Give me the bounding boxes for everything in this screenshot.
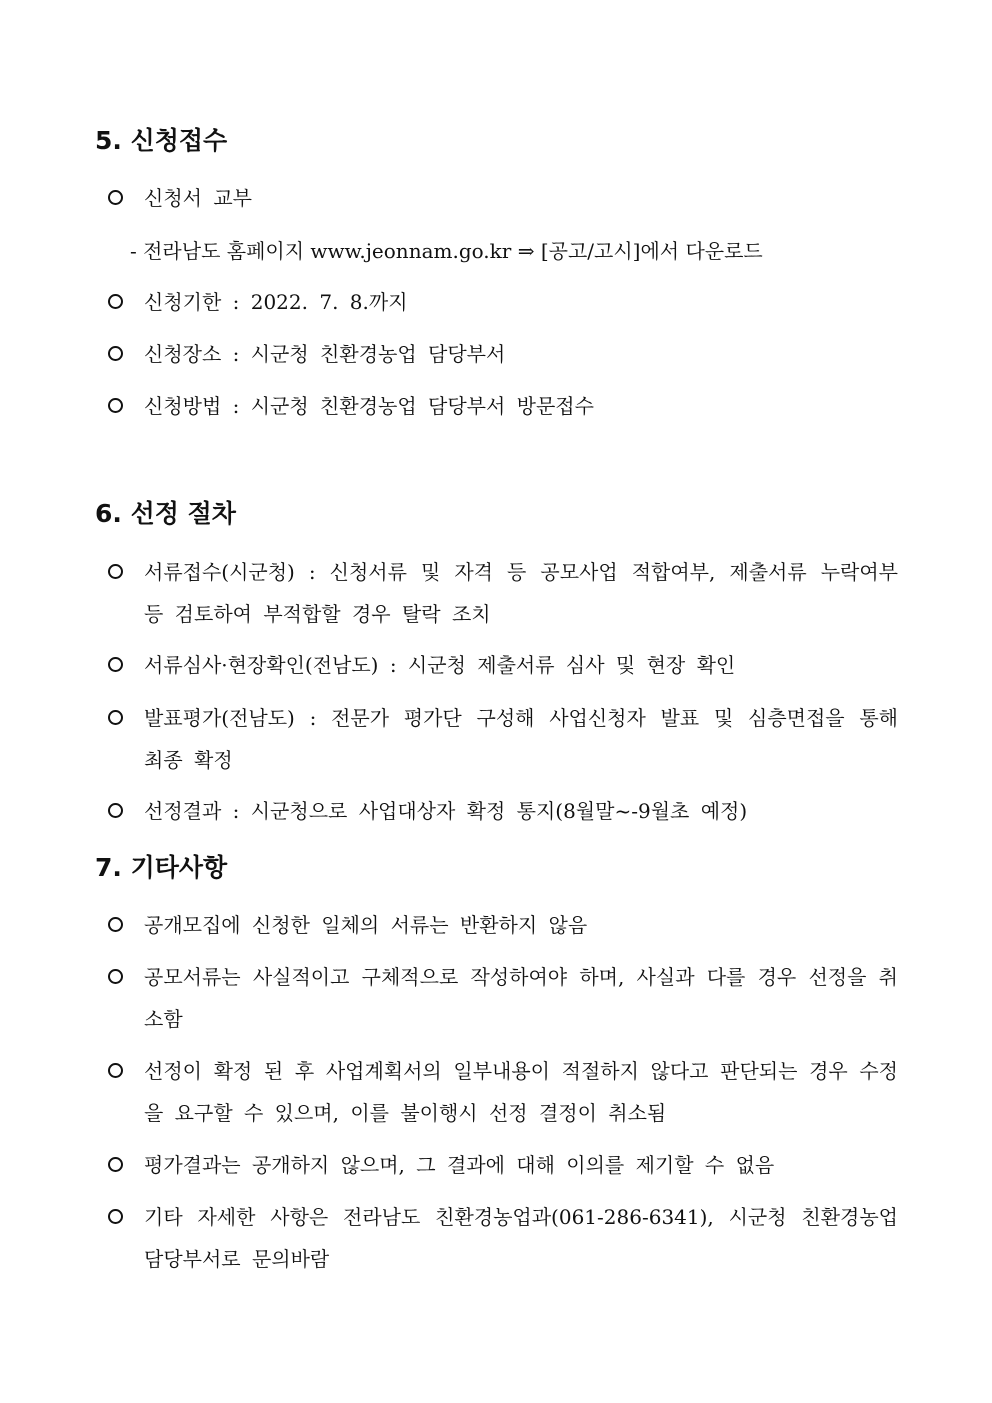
circle-bullet-icon xyxy=(108,346,123,361)
list-item-text: 공모서류는 사실적이고 구체적으로 작성하여야 하며, 사실과 다를 경우 선정을 취소함 xyxy=(144,965,898,1031)
list-item-text: 신청장소 : 시군청 친환경농업 담당부서 xyxy=(144,342,506,366)
list-item xyxy=(108,644,898,686)
list-item-text: 서류접수(시군청) : 신청서류 및 자격 등 공모사업 적합여부, 제출서류 누락여부 등 검토하여 부적합할 경우 탈락 조치 xyxy=(144,560,898,626)
sub-item-download: - 전라남도 홈페이지 www.jeonnam.go.kr ⇒ [공고/고시]에서 다운로드 xyxy=(130,239,763,263)
list-item xyxy=(108,385,898,427)
circle-bullet-icon xyxy=(108,657,123,672)
list-item-text: 평가결과는 공개하지 않으며, 그 결과에 대해 이의를 제기할 수 없음 xyxy=(144,1153,775,1177)
list-item-text: 신청서 교부 xyxy=(144,186,252,210)
list-item xyxy=(108,1050,898,1134)
list-item-text: 신청기한 : 2022. 7. 8.까지 xyxy=(144,290,408,314)
list-item xyxy=(108,177,898,219)
section-title-6: 6. 선정 절차 xyxy=(95,499,236,528)
circle-bullet-icon xyxy=(108,1063,123,1078)
list-item-text: 발표평가(전남도) : 전문가 평가단 구성해 사업신청자 발표 및 심층면접을 통해 최종 확정 xyxy=(144,706,898,772)
circle-bullet-icon xyxy=(108,398,123,413)
list-item xyxy=(108,956,898,1040)
list-item-text: 선정이 확정 된 후 사업계획서의 일부내용이 적절하지 않다고 판단되는 경우 수정을 요구할 수 있으며, 이를 불이행시 선정 결정이 취소됨 xyxy=(144,1059,898,1125)
list-item xyxy=(108,551,898,635)
section-title-7: 7. 기타사항 xyxy=(95,853,228,882)
circle-bullet-icon xyxy=(108,564,123,579)
list-item-text: 신청방법 : 시군청 친환경농업 담당부서 방문접수 xyxy=(144,394,594,418)
section-title-5: 5. 신청접수 xyxy=(95,126,228,155)
list-item-text: 서류심사·현장확인(전남도) : 시군청 제출서류 심사 및 현장 확인 xyxy=(144,653,736,677)
list-item xyxy=(108,1196,898,1280)
circle-bullet-icon xyxy=(108,969,123,984)
list-item-text: 공개모집에 신청한 일체의 서류는 반환하지 않음 xyxy=(144,913,588,937)
list-item xyxy=(108,904,898,946)
list-item xyxy=(108,1144,898,1186)
circle-bullet-icon xyxy=(108,710,123,725)
circle-bullet-icon xyxy=(108,803,123,818)
list-item xyxy=(108,281,898,323)
list-item xyxy=(108,790,898,832)
list-item xyxy=(108,697,898,781)
circle-bullet-icon xyxy=(108,190,123,205)
circle-bullet-icon xyxy=(108,917,123,932)
list-item xyxy=(108,333,898,375)
circle-bullet-icon xyxy=(108,1209,123,1224)
circle-bullet-icon xyxy=(108,1157,123,1172)
list-item-text: 선정결과 : 시군청으로 사업대상자 확정 통지(8월말~-9월초 예정) xyxy=(144,799,748,823)
list-item-text: 기타 자세한 사항은 전라남도 친환경농업과(061-286-6341), 시군청 친환경농업 담당부서로 문의바람 xyxy=(144,1205,898,1271)
circle-bullet-icon xyxy=(108,294,123,309)
